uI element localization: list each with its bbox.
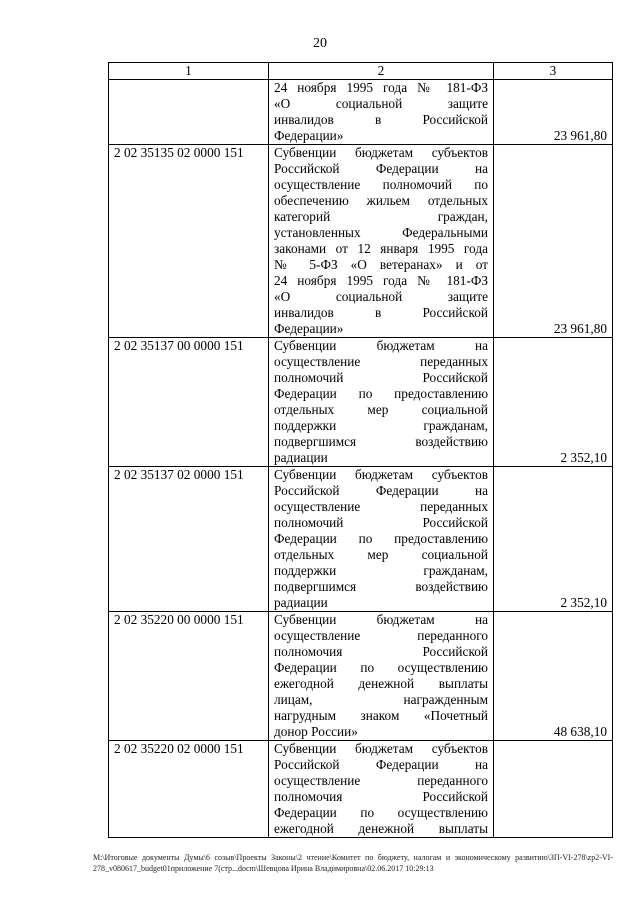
description [269, 467, 494, 612]
description-line: поддержки гражданам, [274, 418, 488, 433]
description-line: осуществление полномочий по [274, 177, 488, 192]
description-line: Федерации по осуществлению [274, 805, 488, 820]
description-line: отдельных мер социальной [274, 402, 488, 417]
budget-code: 2 02 35135 02 0000 151 [109, 145, 269, 338]
description-line: подвергшимся воздействию [274, 434, 488, 449]
description-line: донор России» [274, 724, 358, 739]
description [269, 612, 494, 741]
description-line: законами от 12 января 1995 года [274, 241, 488, 256]
budget-table [108, 62, 613, 838]
description-line: ежегодной денежной выплаты [274, 821, 488, 836]
description-line: Субвенции бюджетам субъектов [274, 741, 488, 756]
description-line: инвалидов в Российской [274, 305, 488, 320]
description-line: установленных Федеральными [274, 225, 488, 240]
table-header-row [109, 63, 613, 80]
description-line: поддержки гражданам, [274, 563, 488, 578]
description-line: Федерации по осуществлению [274, 660, 488, 675]
table-row [109, 145, 613, 338]
page-number: 20 [313, 36, 327, 51]
amount: 23 961,80 [494, 80, 613, 145]
description-line: полномочия Российской [274, 644, 488, 659]
budget-code [109, 80, 269, 145]
table-row [109, 338, 613, 467]
description-line: Федерации по предоставлению [274, 531, 488, 546]
description-line: радиации [274, 450, 328, 465]
budget-code: 2 02 35220 00 0000 151 [109, 612, 269, 741]
amount: 2 352,10 [494, 467, 613, 612]
description-line: осуществление переданного [274, 628, 488, 643]
description-line: полномочия Российской [274, 789, 488, 804]
description [269, 80, 494, 145]
description-line: Российской Федерации на [274, 757, 488, 772]
amount [494, 741, 613, 838]
description [269, 741, 494, 838]
description-line: Субвенции бюджетам субъектов [274, 467, 488, 482]
amount: 2 352,10 [494, 338, 613, 467]
amount: 23 961,80 [494, 145, 613, 338]
amount: 48 638,10 [494, 612, 613, 741]
description-line: «О социальной защите [274, 96, 488, 111]
description-line: Российской Федерации на [274, 483, 488, 498]
column-header: 3 [494, 63, 613, 80]
description-line: инвалидов в Российской [274, 112, 488, 127]
budget-code: 2 02 35137 00 0000 151 [109, 338, 269, 467]
description-line: 24 ноября 1995 года № 181-ФЗ [274, 273, 488, 288]
description-line: Субвенции бюджетам на [274, 338, 488, 353]
description-line: отдельных мер социальной [274, 547, 488, 562]
description-line: 24 ноября 1995 года № 181-ФЗ [274, 80, 488, 95]
description-line: радиации [274, 595, 328, 610]
file-path-footer: М:\Итоговые документы Думы\6 созыв\Проекты Законы\2 чтение\Комитет по бюджету, налогам и экономическому развитию\ЗП-VI-278\zp2-VI-278_v080617_budget01приложение 7(стр...docm\Шевцова Ирина Владимировна\02.06.2017 10:29:13 [93, 853, 613, 873]
description-line: № 5-ФЗ «О ветеранах» и от [274, 257, 488, 272]
table-row [109, 467, 613, 612]
description-line: осуществление переданных [274, 499, 488, 514]
description-line: осуществление переданных [274, 354, 488, 369]
column-header: 2 [269, 63, 494, 80]
description-line: Федерации по предоставлению [274, 386, 488, 401]
description [269, 338, 494, 467]
description [269, 145, 494, 338]
description-line: категорий граждан, [274, 209, 488, 224]
description-line: Субвенции бюджетам на [274, 612, 488, 627]
description-line: подвергшимся воздействию [274, 579, 488, 594]
description-line: нагрудным знаком «Почетный [274, 708, 488, 723]
description-line: полномочий Российской [274, 515, 488, 530]
table-row [109, 741, 613, 838]
budget-code: 2 02 35137 02 0000 151 [109, 467, 269, 612]
description-line: ежегодной денежной выплаты [274, 676, 488, 691]
description-line: обеспечению жильем отдельных [274, 193, 488, 208]
description-line: осуществление переданного [274, 773, 488, 788]
column-header: 1 [109, 63, 269, 80]
description-line: «О социальной защите [274, 289, 488, 304]
description-line: полномочий Российской [274, 370, 488, 385]
description-line: Федерации» [274, 128, 344, 143]
description-line: Федерации» [274, 321, 344, 336]
description-line: лицам, награжденным [274, 692, 488, 707]
table-row [109, 80, 613, 145]
table-row [109, 612, 613, 741]
budget-code: 2 02 35220 02 0000 151 [109, 741, 269, 838]
description-line: Субвенции бюджетам субъектов [274, 145, 488, 160]
description-line: Российской Федерации на [274, 161, 488, 176]
